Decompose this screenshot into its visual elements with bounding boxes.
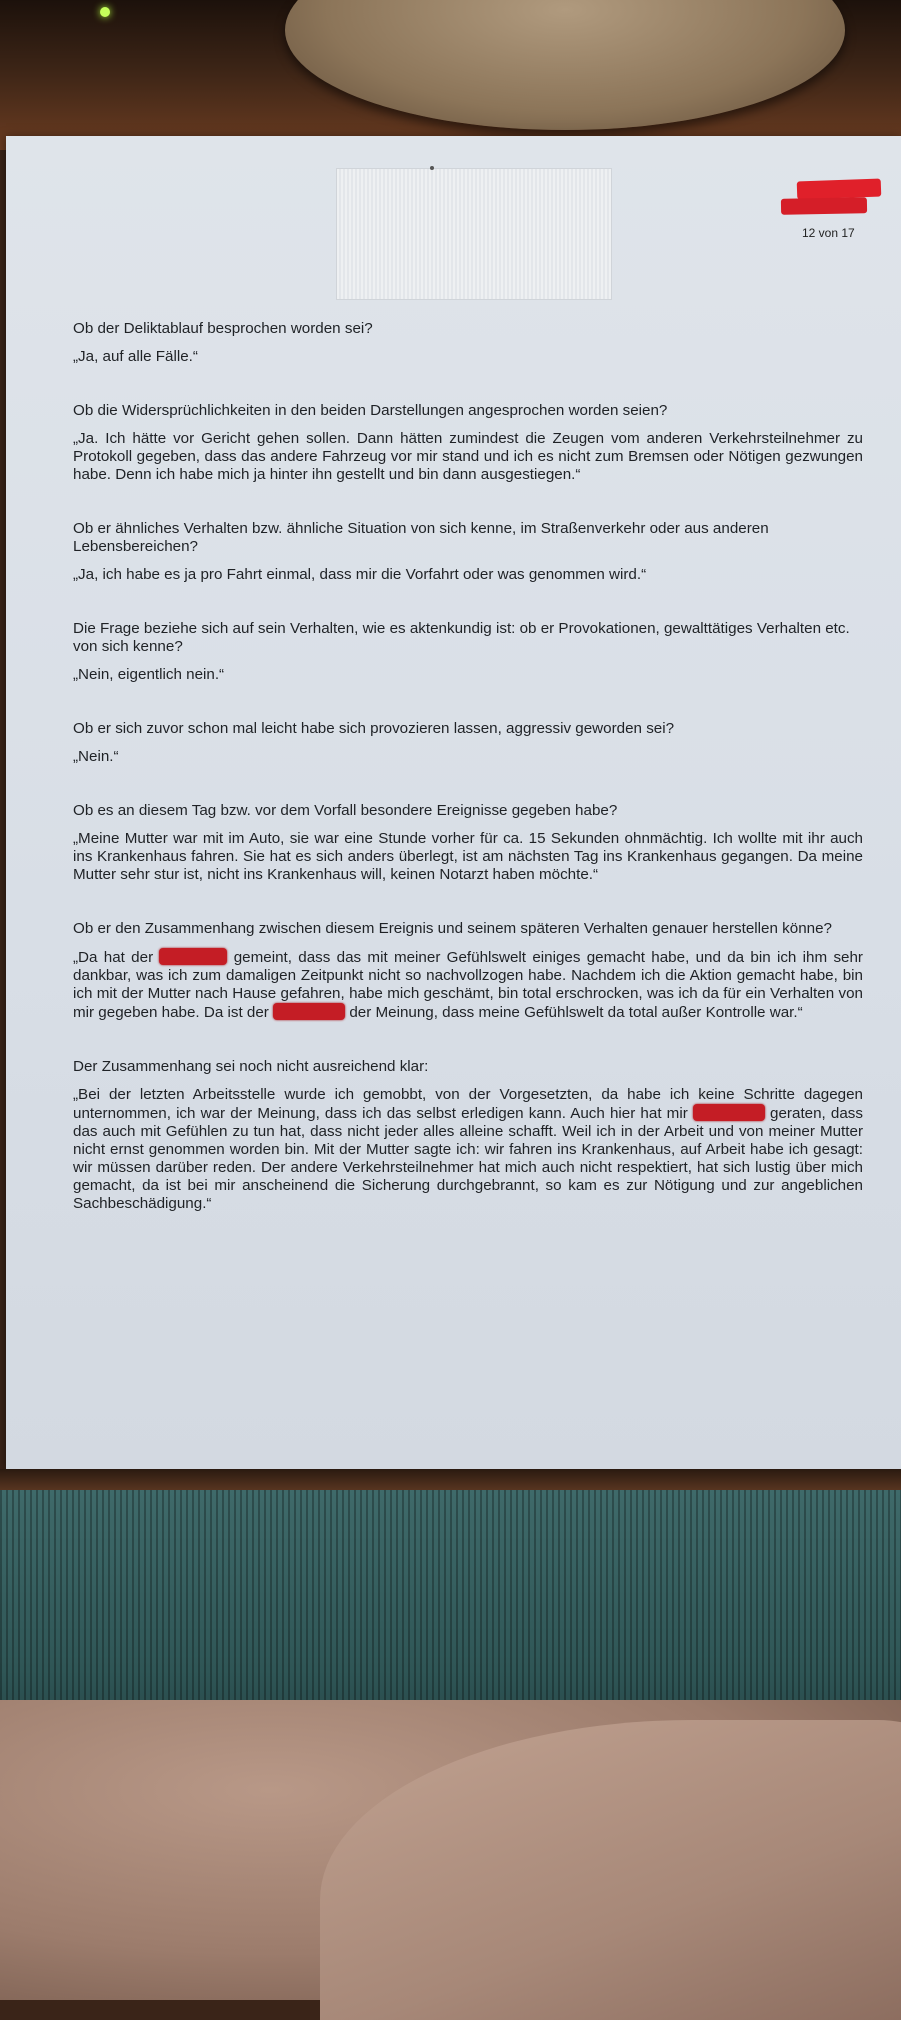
page-number: 12 von 17 bbox=[802, 226, 855, 240]
question-text: Der Zusammenhang sei noch nicht ausreichend klar: bbox=[73, 1058, 429, 1075]
qa-block bbox=[73, 320, 863, 366]
answer-segment: gemeint, dass das mit meiner Gefühlswelt einiges gemacht habe, und da bin ich ihm sehr dankbar, was ich zum damaligen Zeitpunkt nicht so nachvollzogen habe. Nachdem ich die Aktion gemacht habe, bin ich mit der Mutter nach Hause gefahren, habe mich geschämt, bin total erschrocken, was ich da für ein Verhalten von mir gegeben habe. Da ist der bbox=[73, 949, 863, 1021]
question-text: Ob die Widersprüchlichkeiten in den beiden Darstellungen angesprochen worden seien? bbox=[73, 402, 668, 419]
answer-segment: geraten, dass das auch mit Gefühlen zu tun hat, dass nicht jeder alles alleine schafft. Weil ich in der Arbeit und von meiner Mutter nicht ernst genommen worden bin. Mit der Mutter sagte ich: wir fahren ins Krankenhaus, auf Arbeit habe ich gesagt: wir müssen darüber reden. Der andere Verkehrsteilnehmer hat mich auch nicht respektiert, hat sich lustig über mich gemacht, da ist bei mir anscheinend die Sicherung durchgebrannt, so kam es zur Nötigung und zur angeblichen Sachbeschädigung.“ bbox=[73, 1105, 863, 1212]
qa-block bbox=[73, 1058, 863, 1213]
qa-block bbox=[73, 520, 863, 584]
question-text: Ob er ähnliches Verhalten bzw. ähnliche Situation von sich kenne, im Straßenverkehr oder aus anderen Lebensbereichen? bbox=[73, 520, 769, 555]
question-text: Ob der Deliktablauf besprochen worden sei? bbox=[73, 320, 373, 337]
redaction-mark bbox=[693, 1104, 765, 1121]
device-led bbox=[100, 7, 110, 17]
redaction-mark bbox=[159, 948, 227, 965]
answer-segment: „Da hat der bbox=[73, 949, 160, 966]
question-text: Die Frage beziehe sich auf sein Verhalten, wie es aktenkundig ist: ob er Provokationen, gewalttätiges Verhalten etc. von sich kenne? bbox=[73, 620, 850, 655]
redaction-header-1 bbox=[797, 179, 882, 200]
qa-block bbox=[73, 720, 863, 766]
answer-text: „Nein.“ bbox=[73, 748, 119, 765]
answer-text bbox=[73, 948, 863, 1022]
question-text: Ob es an diesem Tag bzw. vor dem Vorfall besondere Ereignisse gegeben habe? bbox=[73, 802, 618, 819]
document-body bbox=[73, 320, 863, 1249]
redaction-mark bbox=[273, 1003, 345, 1020]
paper-dot bbox=[430, 166, 434, 170]
question-text: Ob er sich zuvor schon mal leicht habe sich provozieren lassen, aggressiv geworden sei? bbox=[73, 720, 675, 737]
document-page bbox=[6, 136, 901, 1469]
qa-block bbox=[73, 402, 863, 484]
answer-text: „Meine Mutter war mit im Auto, sie war eine Stunde vorher für ca. 15 Sekunden ohnmächtig. Ich wollte mit ihr auch ins Krankenhaus fahren. Sie hat es sich anders überlegt, ist am nächsten Tag ins Krankenhaus gegangen. Da meine Mutter sehr stur ist, nicht ins Krankenhaus will, keinen Notarzt haben möchte.“ bbox=[73, 830, 863, 883]
table-edge bbox=[0, 1469, 901, 1491]
answer-text: „Ja, auf alle Fälle.“ bbox=[73, 348, 198, 365]
answer-text: „Ja. Ich hätte vor Gericht gehen sollen. Dann hätten zumindest die Zeugen vom anderen Verkehrsteilnehmer zu Protokoll gegeben, dass das andere Fahrzeug vor mir stand und ich es nicht zum Bremsen oder Nötigen gezwungen habe. Denn ich habe mich ja hinter ihn gestellt und bin dann ausgestiegen.“ bbox=[73, 430, 863, 483]
letterhead-logo-area bbox=[336, 168, 612, 300]
qa-block bbox=[73, 620, 863, 684]
answer-text: „Ja, ich habe es ja pro Fahrt einmal, dass mir die Vorfahrt oder was genommen wird.“ bbox=[73, 566, 647, 583]
redaction-header-2 bbox=[781, 197, 867, 214]
answer-segment: „Bei der letzten Arbeitsstelle wurde ich gemobbt, von der Vorgesetzten, da habe ich keine Schritte dagegen unternommen, ich war der Meinung, dass ich das selbst erledigen kann. Auch hier hat mir bbox=[73, 1086, 863, 1122]
qa-block bbox=[73, 802, 863, 884]
answer-text: „Nein, eigentlich nein.“ bbox=[73, 666, 225, 683]
question-text: Ob er den Zusammenhang zwischen diesem Ereignis und seinem späteren Verhalten genauer herstellen könne? bbox=[73, 920, 832, 937]
qa-block bbox=[73, 920, 863, 1022]
answer-segment: der Meinung, dass meine Gefühlswelt da total außer Kontrolle war.“ bbox=[345, 1004, 803, 1021]
answer-text bbox=[73, 1086, 863, 1213]
